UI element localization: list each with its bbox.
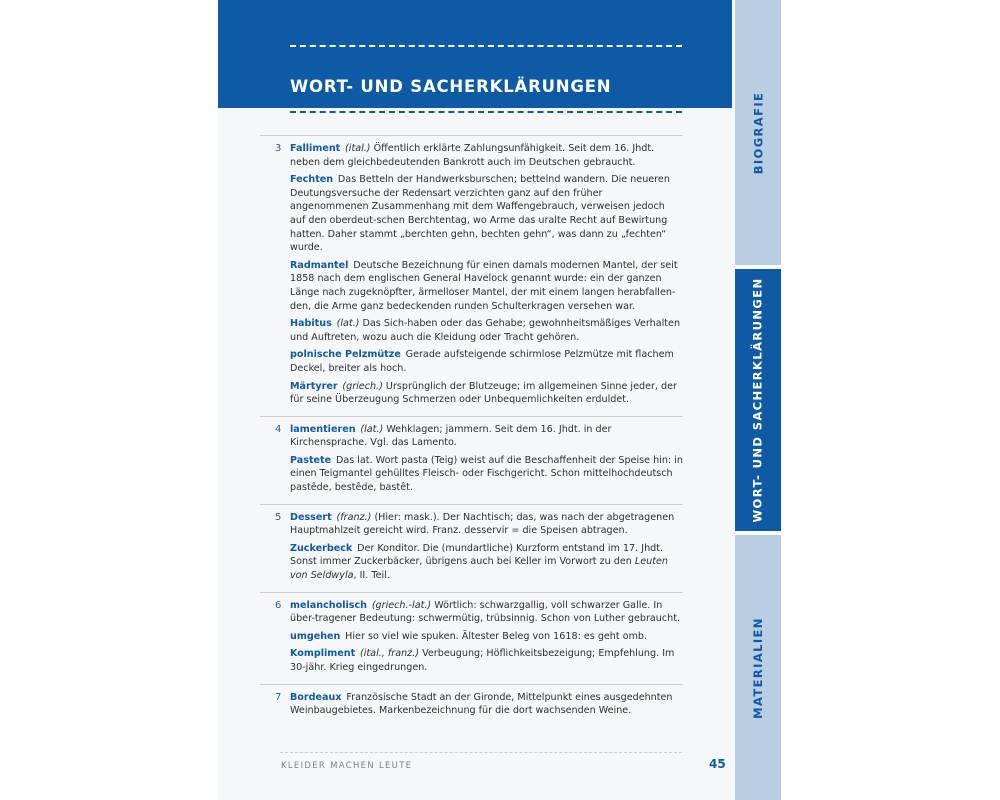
term-definition: Öffentlich erklärte Zahlungsunfähigkeit. Seit dem 16. Jhdt. neben dem gleichbedeutenden Bankrott auch im Deutschen gebraucht. <box>290 143 655 168</box>
glossary-entry <box>290 647 683 674</box>
glossary-term: melancholisch <box>290 599 368 611</box>
term-origin: (lat.) <box>336 318 360 330</box>
tab-wort-und-sacherklaerungen[interactable] <box>735 269 781 531</box>
line-reference-number: 3 <box>275 143 282 154</box>
glossary-entry <box>290 348 683 375</box>
footer-rule <box>280 752 682 753</box>
glossary-term: umgehen <box>290 630 341 642</box>
tab-label: WORT- UND SACHERKLÄRUNGEN <box>751 277 766 523</box>
term-definition: Das lat. Wort pasta (Teig) weist auf die Beschaffenheit der Speise hin: in einen Teigmantel gehülltes Fleisch- oder Fischgericht. Schon mittelhochdeutsch pastêde, bestêde, bastêt. <box>290 454 683 494</box>
term-definition: Französische Stadt an der Gironde, Mittelpunkt eines ausgedehnten Weinbaugebietes. Markenbezeichnung für die dort wachsenden Weine. <box>290 691 673 717</box>
glossary-term: Radmantel <box>290 259 349 271</box>
glossary-section <box>260 135 683 416</box>
line-reference-number: 5 <box>275 511 282 523</box>
section-tabs <box>735 0 781 800</box>
glossary-entry <box>290 454 683 495</box>
term-origin: (ital.) <box>345 143 371 154</box>
glossary-content <box>260 135 683 727</box>
glossary-section <box>260 504 683 592</box>
term-definition: (Hier: mask.). Der Nachtisch; das, was nach der abgetragenen Hauptmahlzeit gereicht wird. Franz. desservir = die Speisen abtragen. <box>290 511 675 537</box>
term-definition-tail: , II. Teil. <box>353 570 390 582</box>
glossary-entry <box>290 380 683 407</box>
glossary-entry <box>290 542 683 583</box>
glossary-entry <box>290 511 683 538</box>
glossary-entry <box>290 691 683 718</box>
glossary-term: Märtyrer <box>290 380 338 392</box>
glossary-entry <box>290 423 683 450</box>
glossary-term: Bordeaux <box>290 691 342 703</box>
glossary-entry <box>290 317 683 344</box>
line-reference-number: 4 <box>275 423 282 435</box>
page-title: WORT- UND SACHERKLÄRUNGEN <box>290 77 612 96</box>
line-reference-number: 6 <box>275 599 282 611</box>
term-definition: Hier so viel wie spuken. Ältester Beleg von 1618: es geht omb. <box>345 630 648 642</box>
term-origin: (griech.-lat.) <box>371 599 432 611</box>
glossary-term: Kompliment <box>290 648 356 660</box>
line-reference-number: 7 <box>275 691 282 703</box>
glossary-section <box>260 592 683 684</box>
glossary-term: Pastete <box>290 454 332 466</box>
glossary-term: Zuckerbeck <box>290 542 353 554</box>
term-definition: Das Betteln der Handwerksburschen; bettelnd wandern. Die neueren Deutungsversuche der Redensart verzichten ganz auf den früher angenommenen Zusammenhang mit dem Waffengebrauch, verweisen jedoch auf den oberdeut-schen Berchtentag, wo Arme das uralte Recht auf Bewirtung hatten. Daher stammt „berchten gehn, bechten gehn“, was dann zu „fechten“ wurde. <box>290 174 670 254</box>
term-origin: (ital., franz.) <box>360 648 419 660</box>
term-definition: Der Konditor. Die (mundartliche) Kurzform entstand im 17. Jhdt. Sonst immer Zuckerbäcker, übrigens auch bei Keller im Vorwort zu den <box>290 542 664 568</box>
term-definition: Das Sich-haben oder das Gehabe; gewohnheitsmäßiges Verhalten und Auftreten, wozu auch die Kleidung oder Tracht gehören. <box>290 318 681 343</box>
term-definition: Deutsche Bezeichnung für einen damals modernen Mantel, der seit 1858 nach dem englischen General Havelock genannt wurde: ein der ganzen Länge nach zugeknöpfter, ärmelloser Mantel, der mit einem langen herabfallen-den, die Arme ganz bedeckenden runden Schulterkragen versehen war. <box>290 259 678 312</box>
glossary-section <box>260 416 683 504</box>
term-definition: Wörtlich: schwarzgallig, voll schwarzer Galle. In über-tragener Bedeutung: schwermütig, trübsinnig. Schon von Luther gebraucht. <box>290 599 681 625</box>
glossary-entry <box>290 142 683 169</box>
header-dash-rule-bottom <box>290 111 682 113</box>
term-origin: (franz.) <box>336 511 372 523</box>
tab-label: MATERIALIEN <box>751 616 765 719</box>
term-definition: Wehklagen; jammern. Seit dem 16. Jhdt. in der Kirchensprache. Vgl. das Lamento. <box>290 423 612 449</box>
term-definition: Gerade aufsteigende schirmlose Pelzmütze mit flachem Deckel, breiter als hoch. <box>290 349 674 374</box>
glossary-section <box>260 684 683 727</box>
work-title: Leuten von Seldwyla <box>290 556 668 582</box>
glossary-term: Habitus <box>290 318 332 330</box>
term-definition: Ursprünglich der Blutzeuge; im allgemeinen Sinne jeder, der für seine Überzeugung Schmerzen oder Unbequemlichkeiten erduldet. <box>290 380 677 406</box>
tab-biografie[interactable] <box>735 0 781 265</box>
glossary-entry <box>290 630 683 644</box>
term-origin: (griech.) <box>342 380 383 392</box>
glossary-entry <box>290 599 683 626</box>
glossary-term: Dessert <box>290 511 332 523</box>
term-definition: Verbeugung; Höflichkeitsbezeigung; Empfehlung. Im 30-jähr. Krieg eingedrungen. <box>290 648 675 673</box>
footer-book-title: KLEIDER MACHEN LEUTE <box>281 761 413 771</box>
glossary-term: Falliment <box>290 143 341 154</box>
glossary-term: polnische Pelzmütze <box>290 349 401 361</box>
header-dash-rule-top <box>290 45 682 47</box>
tab-label: BIOGRAFIE <box>751 91 766 174</box>
glossary-entry <box>290 173 683 255</box>
page-number: 45 <box>709 757 726 771</box>
tab-materialien[interactable] <box>735 535 781 800</box>
glossary-term: lamentieren <box>290 423 356 435</box>
term-origin: (lat.) <box>360 423 384 435</box>
glossary-term: Fechten <box>290 174 334 186</box>
glossary-entry <box>290 259 683 313</box>
